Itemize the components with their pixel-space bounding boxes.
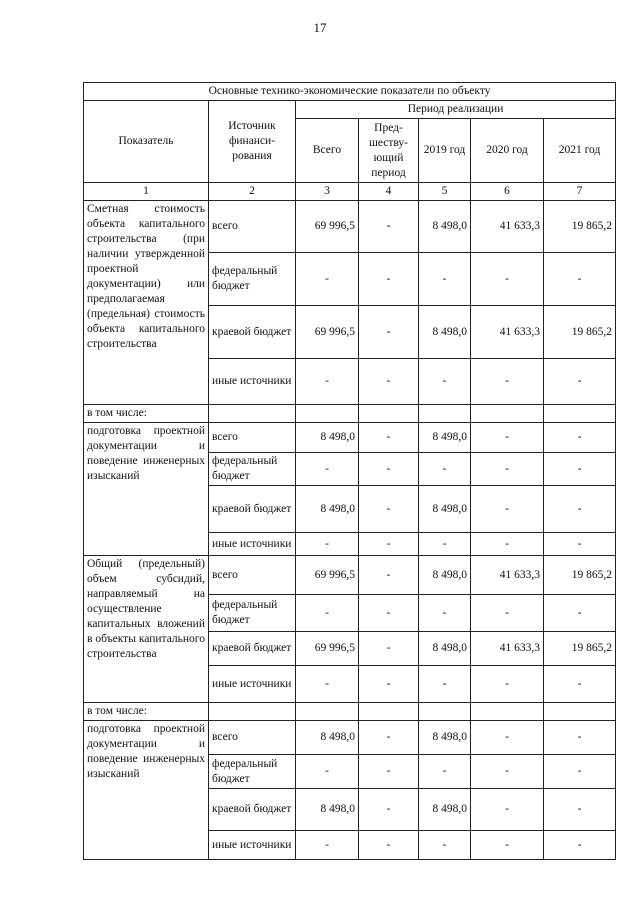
value-cell: - <box>359 453 419 486</box>
value-cell: - <box>544 831 616 860</box>
including-label: в том числе: <box>84 405 209 423</box>
indicator-label: подготовка проектной документации и поведение инженерных изысканий <box>84 423 209 556</box>
value-cell: 8 498,0 <box>419 721 471 755</box>
funding-source: всего <box>209 721 296 755</box>
including-row <box>84 703 616 721</box>
value-cell: - <box>471 666 544 703</box>
funding-source: всего <box>209 201 296 253</box>
funding-source: федеральный бюджет <box>209 253 296 306</box>
header-2020: 2020 год <box>471 119 544 183</box>
value-cell: - <box>471 359 544 405</box>
funding-source: иные источники <box>209 533 296 556</box>
empty-cell <box>419 703 471 721</box>
value-cell: - <box>471 595 544 632</box>
value-cell: 19 865,2 <box>544 306 616 359</box>
value-cell: - <box>359 831 419 860</box>
value-cell: 8 498,0 <box>296 789 359 831</box>
value-cell: - <box>296 595 359 632</box>
value-cell: - <box>419 666 471 703</box>
column-number: 4 <box>359 183 419 201</box>
value-cell: - <box>544 789 616 831</box>
value-cell: - <box>471 831 544 860</box>
table-title-row <box>84 83 616 101</box>
empty-cell <box>544 703 616 721</box>
column-number-row <box>84 183 616 201</box>
value-cell: - <box>471 423 544 453</box>
value-cell: - <box>544 453 616 486</box>
indicators-table <box>83 82 616 860</box>
empty-cell <box>359 405 419 423</box>
column-number: 2 <box>209 183 296 201</box>
indicator-label: Сметная стоимость объекта капитального строительства (при наличии утвержденной проектной документации) или предполагаемая (предельная) стоимость объекта капитального строительства <box>84 201 209 405</box>
funding-source: федеральный бюджет <box>209 595 296 632</box>
value-cell: - <box>359 595 419 632</box>
value-cell: - <box>296 253 359 306</box>
empty-cell <box>296 405 359 423</box>
header-source: Источник финанси-рования <box>209 101 296 183</box>
value-cell: 69 996,5 <box>296 632 359 666</box>
column-number: 1 <box>84 183 209 201</box>
value-cell: - <box>359 201 419 253</box>
funding-source: краевой бюджет <box>209 306 296 359</box>
value-cell: - <box>471 755 544 789</box>
value-cell: 8 498,0 <box>419 789 471 831</box>
value-cell: 8 498,0 <box>419 306 471 359</box>
value-cell: 41 633,3 <box>471 556 544 595</box>
value-cell: - <box>359 423 419 453</box>
value-cell: - <box>359 666 419 703</box>
page-number: 17 <box>313 20 327 35</box>
table-row <box>84 423 616 453</box>
value-cell: - <box>359 556 419 595</box>
header-2021: 2021 год <box>544 119 616 183</box>
column-number: 3 <box>296 183 359 201</box>
value-cell: 8 498,0 <box>419 201 471 253</box>
value-cell: - <box>359 755 419 789</box>
funding-source: всего <box>209 423 296 453</box>
column-number: 5 <box>419 183 471 201</box>
header-2019: 2019 год <box>419 119 471 183</box>
value-cell: - <box>359 721 419 755</box>
empty-cell <box>296 703 359 721</box>
table-title: Основные технико-экономические показатели по объекту <box>84 83 616 101</box>
table-row <box>84 556 616 595</box>
funding-source: иные источники <box>209 831 296 860</box>
value-cell: - <box>359 533 419 556</box>
value-cell: 69 996,5 <box>296 556 359 595</box>
including-label: в том числе: <box>84 703 209 721</box>
value-cell: 8 498,0 <box>419 632 471 666</box>
header-indicator: Показатель <box>84 101 209 183</box>
value-cell: - <box>359 789 419 831</box>
value-cell: - <box>544 533 616 556</box>
table-body <box>84 201 616 860</box>
value-cell: 41 633,3 <box>471 632 544 666</box>
value-cell: 69 996,5 <box>296 306 359 359</box>
empty-cell <box>471 405 544 423</box>
value-cell: 41 633,3 <box>471 306 544 359</box>
value-cell: 8 498,0 <box>296 486 359 533</box>
value-cell: - <box>471 721 544 755</box>
value-cell: 19 865,2 <box>544 632 616 666</box>
column-number: 6 <box>471 183 544 201</box>
value-cell: - <box>419 831 471 860</box>
value-cell: - <box>544 253 616 306</box>
funding-source: федеральный бюджет <box>209 453 296 486</box>
empty-cell <box>359 703 419 721</box>
value-cell: 8 498,0 <box>419 486 471 533</box>
value-cell: 69 996,5 <box>296 201 359 253</box>
value-cell: - <box>544 721 616 755</box>
header-previous: Пред-шеству-ющий период <box>359 119 419 183</box>
empty-cell <box>209 703 296 721</box>
table-row <box>84 201 616 253</box>
value-cell: - <box>296 359 359 405</box>
header-row-1 <box>84 101 616 119</box>
value-cell: - <box>296 755 359 789</box>
funding-source: краевой бюджет <box>209 486 296 533</box>
value-cell: - <box>296 666 359 703</box>
value-cell: - <box>419 453 471 486</box>
value-cell: - <box>471 789 544 831</box>
header-period: Период реализации <box>296 101 616 119</box>
empty-cell <box>419 405 471 423</box>
value-cell: - <box>296 533 359 556</box>
value-cell: - <box>419 595 471 632</box>
indicator-label: Общий (предельный) объем субсидий, направляемый на осуществление капитальных вложений в объекты капитального строительства <box>84 556 209 703</box>
empty-cell <box>471 703 544 721</box>
value-cell: - <box>419 253 471 306</box>
empty-cell <box>209 405 296 423</box>
funding-source: иные источники <box>209 359 296 405</box>
indicator-label: подготовка проектной документации и поведение инженерных изысканий <box>84 721 209 860</box>
value-cell: - <box>544 755 616 789</box>
value-cell: - <box>544 595 616 632</box>
value-cell: - <box>544 486 616 533</box>
header-total: Всего <box>296 119 359 183</box>
value-cell: 41 633,3 <box>471 201 544 253</box>
value-cell: - <box>544 423 616 453</box>
value-cell: - <box>471 253 544 306</box>
value-cell: - <box>359 359 419 405</box>
value-cell: - <box>359 632 419 666</box>
value-cell: 8 498,0 <box>419 556 471 595</box>
empty-cell <box>544 405 616 423</box>
value-cell: - <box>296 831 359 860</box>
funding-source: всего <box>209 556 296 595</box>
value-cell: - <box>296 453 359 486</box>
value-cell: - <box>359 486 419 533</box>
column-number: 7 <box>544 183 616 201</box>
funding-source: краевой бюджет <box>209 632 296 666</box>
table-row <box>84 721 616 755</box>
value-cell: 19 865,2 <box>544 556 616 595</box>
value-cell: 8 498,0 <box>419 423 471 453</box>
value-cell: 19 865,2 <box>544 201 616 253</box>
funding-source: иные источники <box>209 666 296 703</box>
including-row <box>84 405 616 423</box>
value-cell: - <box>359 253 419 306</box>
value-cell: 8 498,0 <box>296 423 359 453</box>
value-cell: - <box>471 533 544 556</box>
value-cell: - <box>419 359 471 405</box>
value-cell: - <box>471 486 544 533</box>
value-cell: - <box>544 666 616 703</box>
value-cell: - <box>419 755 471 789</box>
value-cell: - <box>419 533 471 556</box>
value-cell: - <box>359 306 419 359</box>
value-cell: - <box>544 359 616 405</box>
funding-source: краевой бюджет <box>209 789 296 831</box>
funding-source: федеральный бюджет <box>209 755 296 789</box>
value-cell: 8 498,0 <box>296 721 359 755</box>
value-cell: - <box>471 453 544 486</box>
